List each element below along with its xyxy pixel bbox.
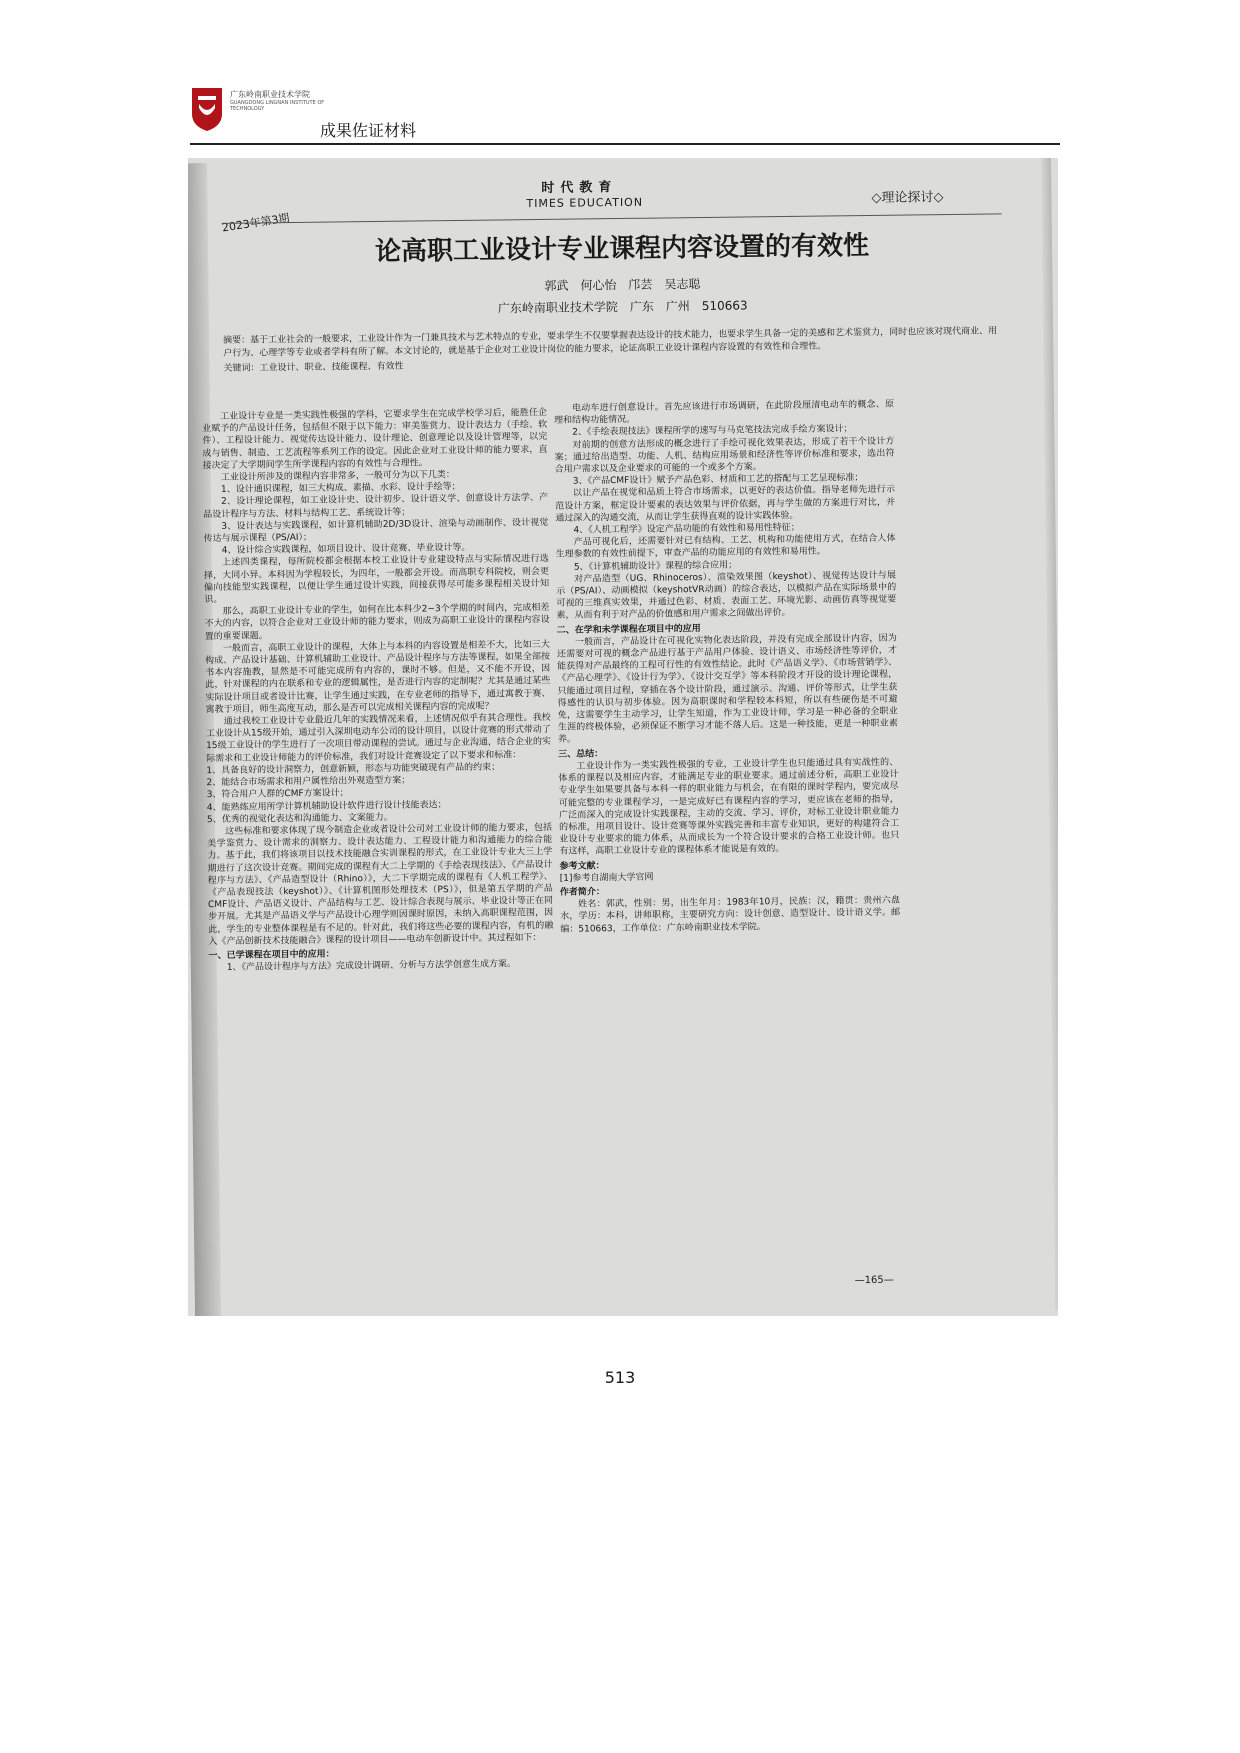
page-number: 513 — [604, 1368, 636, 1387]
paragraph: 以让产品在视觉和品质上符合市场需求，以更好的表达价值。指导老师先进行示范设计方案，框定设计要素的表达效果与评价依据，再与学生做的方案进行对比，并通过深入的沟通交流，从而让学生获得直观的设计实践体验。 — [555, 485, 896, 524]
paragraph: 3、设计表达与实践课程，如计算机辅助2D/3D设计、渲染与动画制作、设计视觉传达与展示课程（PS/AI）； — [203, 517, 549, 545]
paragraph: 通过我校工业设计专业最近几年的实践情况来看，上述情况似乎有其合理性。我校工业设计从15级开始，通过引入深圳电动车公司的设计项目，以设计竞赛的形式带动了15级工业设计的学生进行了一次项目带动课程的尝试。通过与企业沟通，结合企业的实际需求和工业设计师能力的评价标准，我们对设计竞赛设定了以下要求和标准： — [205, 712, 552, 764]
article-keywords: 关键词：工业设计、职业、技能课程、有效性 — [223, 361, 404, 374]
article-abstract: 摘要：基于工业社会的一般要求，工业设计作为一门兼具技术与艺术特点的专业，要求学生不仅要掌握表达设计的技术能力，也要求学生具备一定的美感和艺术鉴赏力，同时也应该对现代商业、用户行为、心理学等专业或者学科有所了解。本文讨论的，就是基于企业对工业设计岗位的能力要求，论证高职工业设计课程内容设置的有效性和合理性。 — [223, 326, 998, 359]
paragraph: 对前期的创意方法形成的概念进行了手绘可视化效果表达，形成了若干个设计方案；通过给出造型、功能、人机、结构应用场景和经济性等评价标准和要求，选出符合用户需求以及企业要求的可能的一个或多个方案。 — [554, 436, 895, 475]
paragraph: 姓名：郭武，性别：男，出生年月：1983年10月，民族：汉，籍贯：贵州六盘水，学历：本科，讲师职称，主要研究方向：设计创意、造型设计、设计语义学。邮编：510663，工作单位：广东岭南职业技术学院。 — [560, 895, 901, 935]
section-heading: 三、总结： — [558, 748, 604, 760]
article-authors: 郭武 何心怡 邝芸 吴志聪 — [544, 277, 701, 293]
paragraph: 工业设计作为一类实践性极强的专业，工业设计学生也只能通过具有实战性的、体系的课程以及相应内容，才能满足专业的职业要求。通过前述分析，高职工业设计专业学生如果要具备与本科一样的职业能力与机会，在有限的课时学程内，要完成尽可能完整的专业课程学习，一是完成好已有课程内容的学习，更应该在老师的指导，广泛而深入的完成设计实践课程，主动的交流、学习、评价，对标工业设计职业能力的标准，用项目设计、设计竞赛等课外实践完善和丰富专业知识，更好的构建符合工业设计专业要求的能力体系，从而成长为一个符合设计要求的合格工业设计师。也只有这样，高职工业设计专业的课程体系才能说是有效的。 — [558, 757, 900, 858]
paragraph: 一般而言，产品设计在可视化实物化表达阶段，并没有完成全部设计内容，因为还需要对可视的概念产品进行基于产品用户体验、设计语义、市场经济性等评价，才能获得对产品最终的工程可行性的有效性结论。此时《产品语义学》、《市场营销学》、《产品心理学》、《设计行为学》、《设计交互学》等本科阶段才开设的设计理论课程，只能通过项目过程，穿插在各个设计阶段，通过演示、沟通、评价等形式，让学生获得感性的认识与初步体验。因为高职课时和学程较本科短，所以有些硬伤是不可避免，这需要学生主动学习，让学生知道，作为工业设计师，学习是一种必备的全职业生涯的终极体验，必须保证不断学习才能不落人后。这是一种技能，更是一种职业素养。 — [556, 633, 898, 746]
paragraph: 1、《产品设计程序与方法》完成设计调研、分析与方法学创意生成方案。 — [226, 959, 517, 973]
section-heading: 参考文献： — [559, 860, 605, 872]
left-column — [202, 407, 554, 975]
paragraph: 4、能熟练应用所学计算机辅助设计软件进行设计技能表达； — [206, 799, 447, 813]
document-header — [190, 86, 1060, 146]
paragraph: 电动车进行创意设计。首先应该进行市场调研，在此阶段厘清电动车的概念、原理和结构功能情况。 — [554, 399, 895, 427]
paragraph: 3、符合用户人群的CMF方案设计； — [206, 788, 349, 801]
section-heading: 作者简介： — [559, 887, 605, 898]
journal-name-cn: 时代教育 — [541, 180, 618, 196]
paragraph: 1、具备良好的设计洞察力，创意新颖，形态与功能突破现有产品的约束； — [206, 762, 501, 776]
journal-name-en: TIMES EDUCATION — [526, 195, 644, 211]
paragraph: [1]参考自湖南大学官网 — [559, 872, 654, 884]
paragraph: 这些标准和要求体现了现今制造企业或者设计公司对工业设计师的能力要求，包括美学鉴赏力、设计需求的洞察力、设计表达能力、工程设计能力和沟通能力的综合能力。基于此，我们将该项目以技术技能融合实训课程的形式，在工业设计专业大三上学期进行了这次设计竞赛。期间完成的课程有大二上学期的《手绘表现技法》、《产品设计程序与方法》、《产品造型设计（Rhino）》，大二下学期完成的课程有《人机工程学》、《产品表现技法（keyshot）》、《计算机图形处理技术（PS）》，但是第五学期的产品CMF设计、产品语义设计、产品结构与工艺、设计综合表现与展示、毕业设计等正在同步开展。尤其是产品语义学与产品设计心理学则因课时原因，未纳入高职课程范围，因此，学生的专业整体课程是有不足的。针对此，我们将这些必要的课程内容，有机的融入《产品创新技术技能融合》课程的设计项目——电动车创新设计中。其过程如下： — [207, 822, 554, 947]
section-tag: ◇理论探讨◇ — [871, 190, 944, 206]
header-rule — [190, 143, 1060, 145]
right-column — [554, 399, 900, 936]
journal-issue: 2023年第3期 — [221, 211, 291, 235]
section-heading: 一、已学课程在项目中的应用： — [208, 949, 335, 962]
paragraph: 5、优秀的视觉化表达和沟通能力、文案能力。 — [206, 812, 393, 825]
header-subtitle: 成果佐证材料 — [320, 121, 417, 140]
journal-page — [188, 158, 1058, 1316]
paragraph: 工业设计所涉及的课程内容非常多，一般可分为以下几类： — [220, 470, 455, 483]
scanned-article-photo — [188, 158, 1058, 1316]
paragraph: 那么，高职工业设计专业的学生，如何在比本科少2~3个学期的时间内，完成相差不大的内容，以符合企业对工业设计师的能力要求，则成为高职工业设计的课程内容设置的重要课题。 — [204, 603, 550, 642]
paragraph: 工业设计专业是一类实践性极强的学科，它要求学生在完成学校学习后，能胜任企业赋予的产品设计任务，包括但不限于以下能力：审美鉴赏力、设计表达力（手绘、软件）、工程设计能力、视觉传达设计能力、设计理论、创意理论以及设计管理等，以完成与销售、制造、工艺流程等系列工作的设定。因此企业对工业设计师的能力要求，直接决定了大学期间学生所学课程内容的有效性与合理性。 — [202, 407, 548, 471]
journal-page-footer: —165— — [854, 1274, 894, 1287]
paragraph: 对产品造型（UG、Rhinoceros）、渲染效果图（keyshot）、视觉传达设计与展示（PS/AI）、动画模拟（keyshotVR动画）的综合表达，以模拟产品在实际场景中的可视的三维真实效果，并通过色彩、材质、表面工艺、环境光影、动画仿真等视觉要素，从而有利于对产品的价值感和用户需求之间做出评价。 — [556, 570, 897, 622]
paragraph: 3、《产品CMF设计》赋予产品色彩、材质和工艺的搭配与工艺呈现标准； — [572, 473, 864, 487]
school-name-en: GUANGDONG LINGNAN INSTITUTE OF TECHNOLOGY — [230, 100, 325, 112]
school-name-cn: 广东岭南职业技术学院 — [230, 90, 310, 99]
paragraph: 2、能结合市场需求和用户属性给出外观造型方案； — [206, 775, 411, 789]
section-heading: 二、在学和未学课程在项目中的应用 — [556, 623, 701, 636]
journal-top-rule — [222, 213, 1002, 224]
article-affiliation: 广东岭南职业技术学院 广东 广州 510663 — [497, 298, 748, 316]
paragraph: 5、《计算机辅助设计》课程的综合应用； — [573, 560, 738, 573]
paragraph: 2、设计理论课程，如工业设计史、设计初步、设计语义学、创意设计方法学、产品设计程序与方法、材料与结构工艺、系统设计等； — [203, 493, 549, 520]
paragraph: 一般而言，高职工业设计的课程，大体上与本科的内容设置是相差不大，比如三大构成、产品设计基础、计算机辅助工业设计、产品设计程序与方法等课程，如果全部按书本内容施教，显然是不可能完成所有内容的，课时不够。但是，又不能不开设，因此，针对课程的内在联系和专业的逻辑属性，是否进行内容的定制呢？尤其是通过某些实际设计项目或者设计比赛，让学生通过实践，在专业老师的指导下，通过寓教于赛、寓教于项目，师生高度互动，那么是否可以完成相关课程内容的完成呢？ — [204, 639, 551, 715]
article-title: 论高职工业设计专业课程内容设置的有效性 — [374, 230, 870, 267]
paragraph: 4、《人机工程学》设定产品功能的有效性和易用性特征； — [573, 522, 800, 536]
paragraph: 产品可视化后，还需要针对已有结构、工艺、机构和功能使用方式，在结合人体生理参数的有效性前提下，审查产品的功能应用的有效性和易用性。 — [555, 533, 896, 561]
school-logo-icon — [190, 86, 224, 132]
paragraph: 2、《手绘表现技法》课程所学的速写与马克笔技法完成手绘方案设计； — [572, 424, 853, 439]
paragraph: 上述四类课程，每所院校都会根据本校工业设计专业建设特点与实际情况进行选择，大同小异。本科因为学程较长，为四年，一般都会开设。而高职专科院校，则会更偏向技能型实践课程，以便让学生通过设计实践，间接获得尽可能多课程相关设计知识。 — [203, 554, 550, 606]
paragraph: 4、设计综合实践课程，如项目设计、设计竞赛、毕业设计等。 — [221, 543, 471, 557]
page-right-edge — [1041, 158, 1058, 1311]
paragraph: 1、设计通识课程，如三大构成、素描、水彩、设计手绘等； — [220, 482, 461, 496]
